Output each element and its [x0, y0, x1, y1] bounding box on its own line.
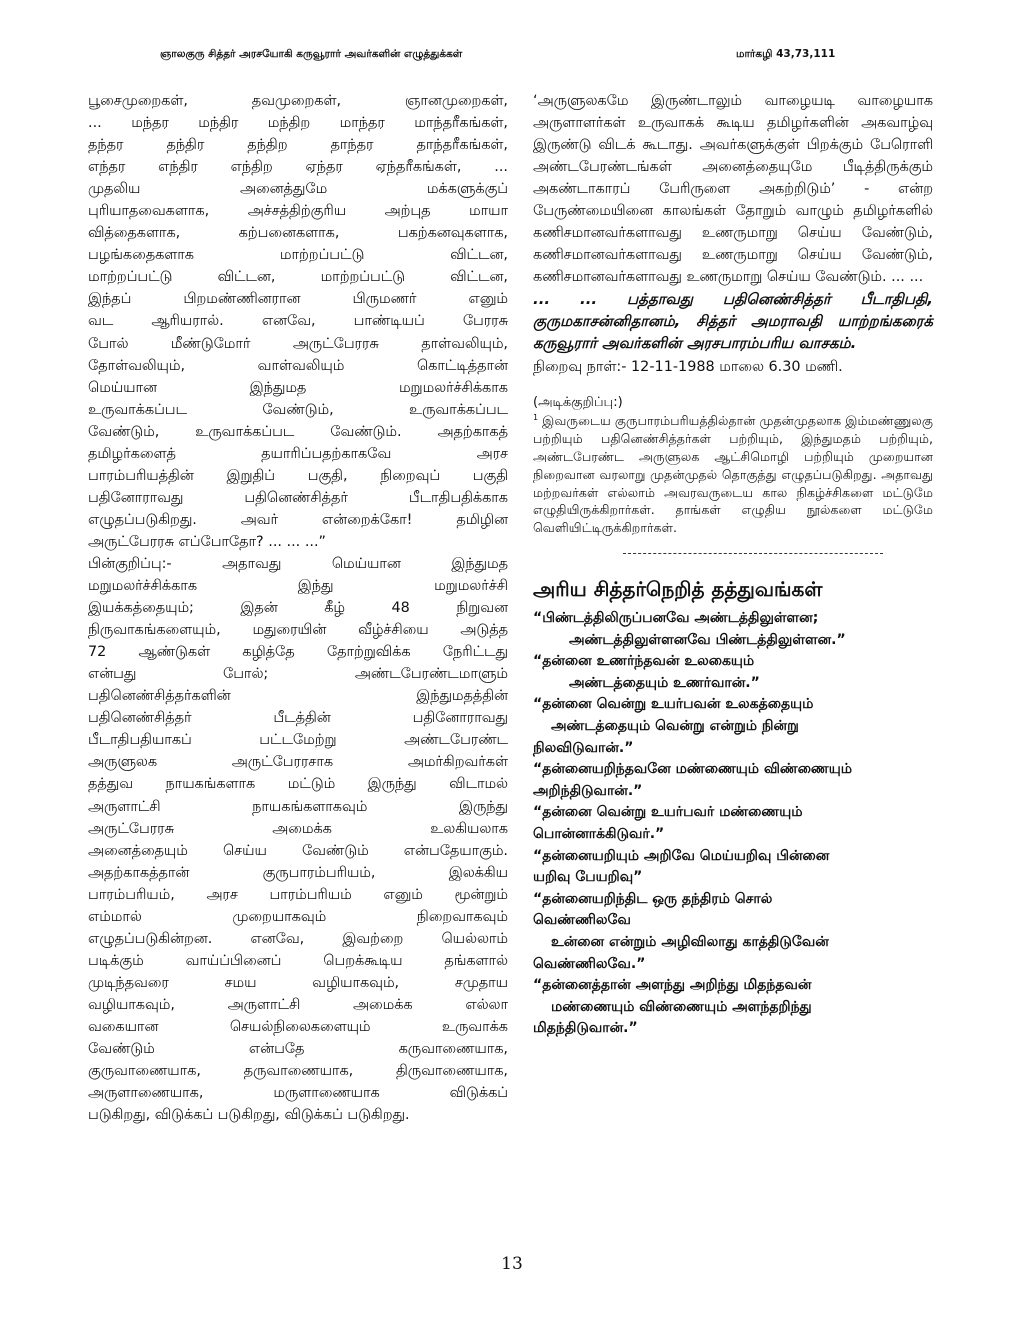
body-line: அருளாணையாக, மருளாணையாக விடுக்கப்	[88, 1085, 508, 1102]
body-line: முடிந்தவரை சமய வழியாகவும், சமுதாய	[88, 974, 508, 991]
verse-line: வெண்ணிலவே.”	[533, 955, 646, 972]
body-line: பதினோராவது பதினெண்சித்தர் பீடாதிபதிக்காக	[88, 489, 508, 506]
body-line: போல் மீண்டுமோர் அருட்பேரரசு தாள்வலியும்,	[88, 335, 508, 352]
verse-line: “தன்னையறிந்தவனே மண்ணையும் விண்ணையும்	[533, 761, 853, 778]
body-line: பழங்கதைகளாக மாற்றப்பட்டு விட்டன,	[88, 247, 508, 264]
verse-line: “தன்னையறிந்திட ஒரு தந்திரம் சொல்	[533, 890, 773, 907]
right-column	[533, 90, 933, 1040]
body-line: புரியாதவைகளாக, அச்சத்திற்குரிய அற்புத மாயா	[88, 203, 508, 220]
section-title: அரிய சித்தர்நெறித் தத்துவங்கள்	[533, 577, 823, 602]
page-number: 13	[501, 1254, 523, 1274]
body-line: தந்தர தந்திர தந்திற தாந்தர தாந்தரீகங்கள்,	[88, 137, 508, 154]
body-line: பாரம்பரியத்தின் இறுதிப் பகுதி, நிறைவுப் பகுதி	[88, 467, 508, 484]
body-line: அருளுலக அருட்பேரரசாக அமர்கிறவர்கள்	[88, 754, 508, 771]
body-line: இந்தப் பிறமண்ணினரான பிருமணர் எனும்	[88, 291, 508, 308]
body-line: எழுதப்படுகிறது. அவர் என்றைக்கோ! தமிழின	[88, 511, 508, 528]
body-line: மாற்றப்பட்டு விட்டன, மாற்றப்பட்டு விட்டன,	[88, 269, 508, 286]
closing-quote	[533, 90, 933, 354]
body-line: பூசைமுறைகள், தவமுறைகள், ஞானமுறைகள்,	[88, 93, 508, 109]
verse-line: மண்ணையும் விண்ணையும் அளந்தறிந்து	[551, 998, 812, 1015]
verse-line: மிதந்திடுவான்.”	[533, 1020, 638, 1037]
body-line: எந்தர எந்திர எந்திற ஏந்தர ஏந்தரீகங்கள், ...	[88, 159, 508, 176]
running-header	[160, 48, 860, 66]
body-line: மறுமலர்ச்சிக்காக இந்து மறுமலர்ச்சி	[88, 578, 508, 595]
verse-line: “தன்னை வென்று உயர்பவர் மண்ணையும்	[533, 804, 803, 821]
body-line: பாரம்பரியம், அரச பாரம்பரியம் எனும் மூன்றும்	[88, 886, 508, 903]
verse-line: யறிவு பேயறிவு”	[533, 869, 643, 886]
completion-date: நிறைவு நாள்:- 12-11-1988 மாலை 6.30 மணி.	[533, 359, 843, 376]
header-title: ஞாலகுரு சித்தர் அரசயோகி கருவூரார் அவர்களின் எழுத்துக்கள்	[160, 48, 463, 60]
verse-line: உன்னை என்றும் அழிவிலாது காத்திடுவேன்	[551, 933, 829, 950]
body-line: உருவாக்கப்பட வேண்டும், உருவாக்கப்பட	[88, 401, 508, 418]
body-line: எழுதப்படுகின்றன. எனவே, இவற்றை யெல்லாம்	[88, 930, 508, 947]
footnote-heading: (அடிக்குறிப்பு:)	[533, 395, 623, 411]
body-line: மெய்யான இந்துமத மறுமலர்ச்சிக்காக	[88, 379, 508, 396]
body-line: அருட்பேரரசு அமைக்க உலகியலாக	[88, 820, 508, 837]
body-line: அனைத்தையும் செய்ய வேண்டும் என்பதேயாகும்.	[88, 842, 508, 859]
body-line: வேண்டும் என்பதே கருவாணையாக,	[88, 1041, 508, 1058]
body-line: பீடாதிபதியாகப் பட்டமேற்று அண்டபேரண்ட	[88, 732, 508, 749]
footnote	[533, 412, 933, 537]
body-line: குருவாணையாக, தருவாணையாக, திருவாணையாக,	[88, 1063, 508, 1080]
body-line: வழியாகவும், அருளாட்சி அமைக்க எல்லா	[88, 996, 508, 1013]
verse-list	[533, 608, 933, 1040]
body-line: நிருவாகங்களையும், மதுரையின் வீழ்ச்சியை அடுத்த	[88, 622, 508, 639]
body-line: தோள்வலியும், வாள்வலியும் கொட்டித்தான்	[88, 357, 508, 374]
verse-line: “தன்னை உணர்ந்தவன் உலகையும்	[533, 653, 755, 670]
body-line: பதினெண்சித்தர்களின் இந்துமதத்தின்	[88, 688, 508, 705]
verse-line: நிலவிடுவான்.”	[533, 739, 634, 756]
body-line: பதினெண்சித்தர் பீடத்தின் பதினோராவது	[88, 710, 508, 727]
body-line: என்பது போல்; அண்டபேரண்டமாளும்	[88, 666, 508, 683]
verse-line: “தன்னை வென்று உயர்பவன் உலகத்தையும்	[533, 696, 814, 713]
body-line: படுகிறது, விடுக்கப் படுகிறது, விடுக்கப் படுகிறது.	[88, 1107, 410, 1124]
body-line: வேண்டும், உருவாக்கப்பட வேண்டும். அதற்காகத்	[88, 423, 508, 440]
footnote-marker: 1	[533, 413, 539, 423]
verse-line: அறிந்திடுவான்.”	[533, 782, 643, 799]
section-divider	[623, 553, 883, 554]
body-line: ... மந்தர மந்திர மந்திற மாந்தர மாந்தரீகங்கள்,	[88, 115, 508, 132]
verse-line: வெண்ணிலவே	[533, 912, 631, 929]
body-line: அதற்காகத்தான் குருபாரம்பரியம், இலக்கிய	[88, 864, 508, 881]
body-line: பின்குறிப்பு:- அதாவது மெய்யான இந்துமத	[88, 555, 508, 572]
verse-line: அண்டத்தையும் உணர்வான்.”	[569, 674, 760, 691]
verse-line: “பிண்டத்திலிருப்பனவே அண்டத்திலுள்ளன;	[533, 610, 819, 627]
body-line: தத்துவ நாயகங்களாக மட்டும் இருந்து விடாமல்	[88, 776, 508, 793]
body-line: இயக்கத்தையும்; இதன் கீழ் 48 நிறுவன	[88, 600, 508, 617]
footnote-text: இவருடைய குருபாரம்பரியத்தில்தான் முதன்முதலாக இம்மண்ணுலகு பற்றியும் பதினெண்சித்தர்கள் பற்றியும், இந்துமதம் பற்றியும், அண்டபேரண்ட அருளுலக ஆட்சிமொழி பற்றியும் முறையான நிறைவான வரலாறு முதன்முதல் தொகுத்து எழுதப்படுகிறது. அதாவது மற்றவர்கள் எல்லாம் அவரவருடைய கால நிகழ்ச்சிகளை மட்டுமே எழுதியிருக்கிறார்கள். தாங்கள் எழுதிய நூல்களை மட்டுமே வெளியிட்டிருக்கிறார்கள்.	[533, 413, 933, 536]
header-issue: மார்கழி 43,73,111	[736, 48, 836, 60]
body-line: 72 ஆண்டுகள் கழித்தே தோற்றுவிக்க நேரிட்டது	[88, 644, 508, 661]
verse-line: அண்டத்தையும் வென்று என்றும் நின்று	[551, 718, 799, 735]
body-line: வகையான செயல்நிலைகளையும் உருவாக்க	[88, 1018, 508, 1035]
signature-block: ... ... பத்தாவது பதினெண்சித்தர் பீடாதிபதி, குருமகாசன்னிதானம், சித்தர் அமராவதி யாற்றங்கரைக் கருவூரார் அவர்களின் அரசபாரம்பரிய வாசகம்.	[533, 290, 933, 353]
verse-line: “தன்னைத்தான் அளந்து அறிந்து மிதந்தவன்	[533, 977, 812, 994]
body-line: வித்தைகளாக, கற்பனைகளாக, பகற்கனவுகளாக,	[88, 225, 508, 242]
verse-line: அண்டத்திலுள்ளனவே பிண்டத்திலுள்ளன.”	[569, 631, 846, 648]
body-line: முதலிய அனைத்துமே மக்களுக்குப்	[88, 181, 508, 198]
body-line: தமிழர்களைத் தயாரிப்பதற்காகவே அரச	[88, 445, 508, 462]
verse-line: “தன்னையறியும் அறிவே மெய்யறிவு பின்னை	[533, 847, 830, 864]
body-line: எம்மால் முறையாகவும் நிறைவாகவும்	[88, 908, 508, 925]
body-line: அருளாட்சி நாயகங்களாகவும் இருந்து	[88, 798, 508, 815]
body-line: படிக்கும் வாய்ப்பினைப் பெறக்கூடிய தங்களால்	[88, 952, 508, 969]
body-line: வட ஆரியரால். எனவே, பாண்டியப் பேரரசு	[88, 313, 508, 330]
body-line: அருட்பேரரசு எப்போதோ? ... ... ...”	[88, 533, 327, 550]
left-column	[88, 90, 508, 1126]
verse-line: பொன்னாக்கிடுவர்.”	[533, 825, 665, 842]
quote-paragraph: ‘அருளுலகமே இருண்டாலும் வாழையடி வாழையாக அருளாளர்கள் உருவாகக் கூடிய தமிழர்களின் அகவாழ்வு இருண்டு விடக் கூடாது. அவர்களுக்குள் பிறக்கும் பேரொளி அண்டபேரண்டங்கள் அனைத்தையுமே பீடித்திருக்கும் அகண்டாகாரப் பேரிருளை அகற்றிடும்’ - என்ற பேருண்மையினை காலங்கள் தோறும் வாழும் தமிழர்களில் கணிசமானவர்களாவது உணருமாறு செய்ய வேண்டும், கணிசமானவர்களாவது உணருமாறு செய்ய வேண்டும், கணிசமானவர்களாவது உணருமாறு செய்ய வேண்டும். ... ...	[533, 93, 933, 286]
